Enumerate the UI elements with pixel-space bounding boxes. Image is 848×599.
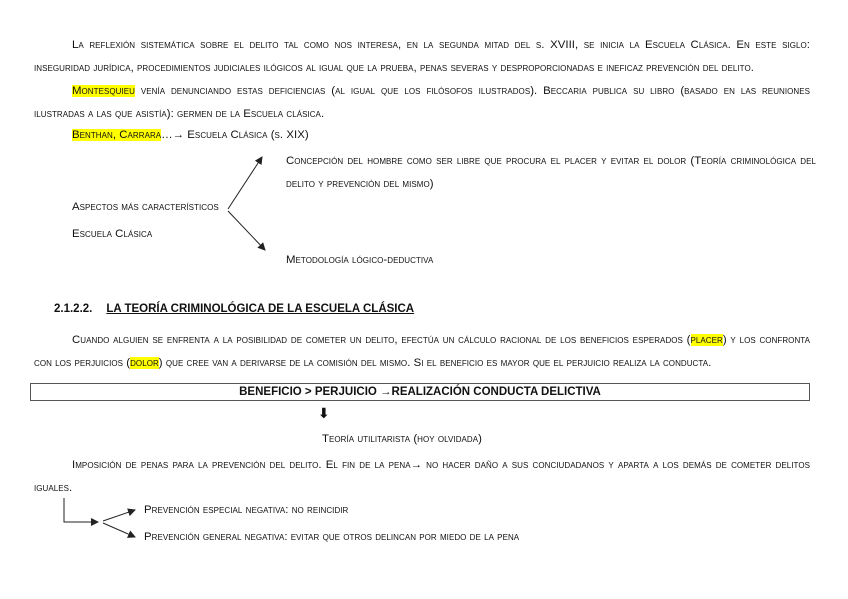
paragraph-calculo-part1: Cuando alguien se enfrenta a la posibilidad de cometer un delito, efectúa un cálculo racional de los beneficios esperados ( (72, 334, 691, 346)
paragraph-penas: Imposición de penas para la prevención del delito. El fin de la pena→ no hacer daño a sus conciudadanos y aparta a los demás de cometer delitos iguales. (34, 459, 810, 494)
paragraph-calculo (34, 329, 810, 375)
diagram-bottom-branch: Metodología lógico-deductiva (286, 254, 434, 266)
down-arrow-icon: ⬇ (318, 405, 330, 421)
arrow-upper (228, 157, 262, 209)
bracket-line (64, 498, 98, 522)
arrow-prevention-general (103, 523, 135, 537)
highlight-placer: placer (690, 334, 723, 346)
theory-label: Teoría utilitarista (hoy olvidada) (322, 433, 482, 445)
paragraph-intro: La reflexión sistemática sobre el delito tal como nos interesa, en la segunda mitad del s. XVIII, se inicia la Escuela Clásica. En este siglo: inseguridad jurídica, procedimientos judiciales ilógicos al igual que la prueba, penas severas y desproporcionadas e ineficaz prevención del delito. (34, 39, 810, 74)
highlight-dolor: dolor (130, 357, 159, 369)
section-number: 2.1.2.2. (54, 303, 93, 315)
highlight-montesquieu: Montesquieu (72, 85, 135, 97)
diagram-left-label-2: Escuela Clásica (72, 228, 153, 240)
prevention-general: Prevención general negativa: evitar que otros delincan por miedo de la pena (144, 531, 520, 543)
paragraph-benthan-text: …→ Escuela Clásica (s. XIX) (161, 129, 309, 141)
diagram-left-label-1: Aspectos más característicos (72, 201, 219, 213)
section-title: LA TEORÍA CRIMINOLÓGICA DE LA ESCUELA CLÁSICA (106, 303, 415, 315)
paragraph-calculo-part3: ) que cree van a derivarse de la comisión del mismo. Si el beneficio es mayor que el perjuicio realiza la conducta. (158, 357, 712, 369)
arrow-prevention-special (103, 510, 135, 521)
paragraph-montesquieu-text: venía denunciando estas deficiencias (al igual que los filósofos ilustrados). Beccaria publica su libro (basado en las reuniones ilustradas a las que asistía): germen de la Escuela clásica. (34, 85, 810, 120)
highlight-benthan: Benthan, Carrara (72, 129, 162, 141)
arrow-lower (228, 211, 265, 250)
diagram-top-branch: Concepción del hombre como ser libre que procura el placer y evitar el dolor (Teoría criminológica del delito y prevención del mismo) (286, 155, 816, 190)
paragraph-calculo-part2: ) y los confronta con los perjuicios ( (34, 334, 810, 369)
formula-box: BENEFICIO > PERJUICIO →REALIZACIÓN CONDUCTA DELICTIVA (30, 383, 810, 401)
prevention-special: Prevención especial negativa: no reincidir (144, 504, 349, 516)
section-heading (54, 303, 414, 315)
